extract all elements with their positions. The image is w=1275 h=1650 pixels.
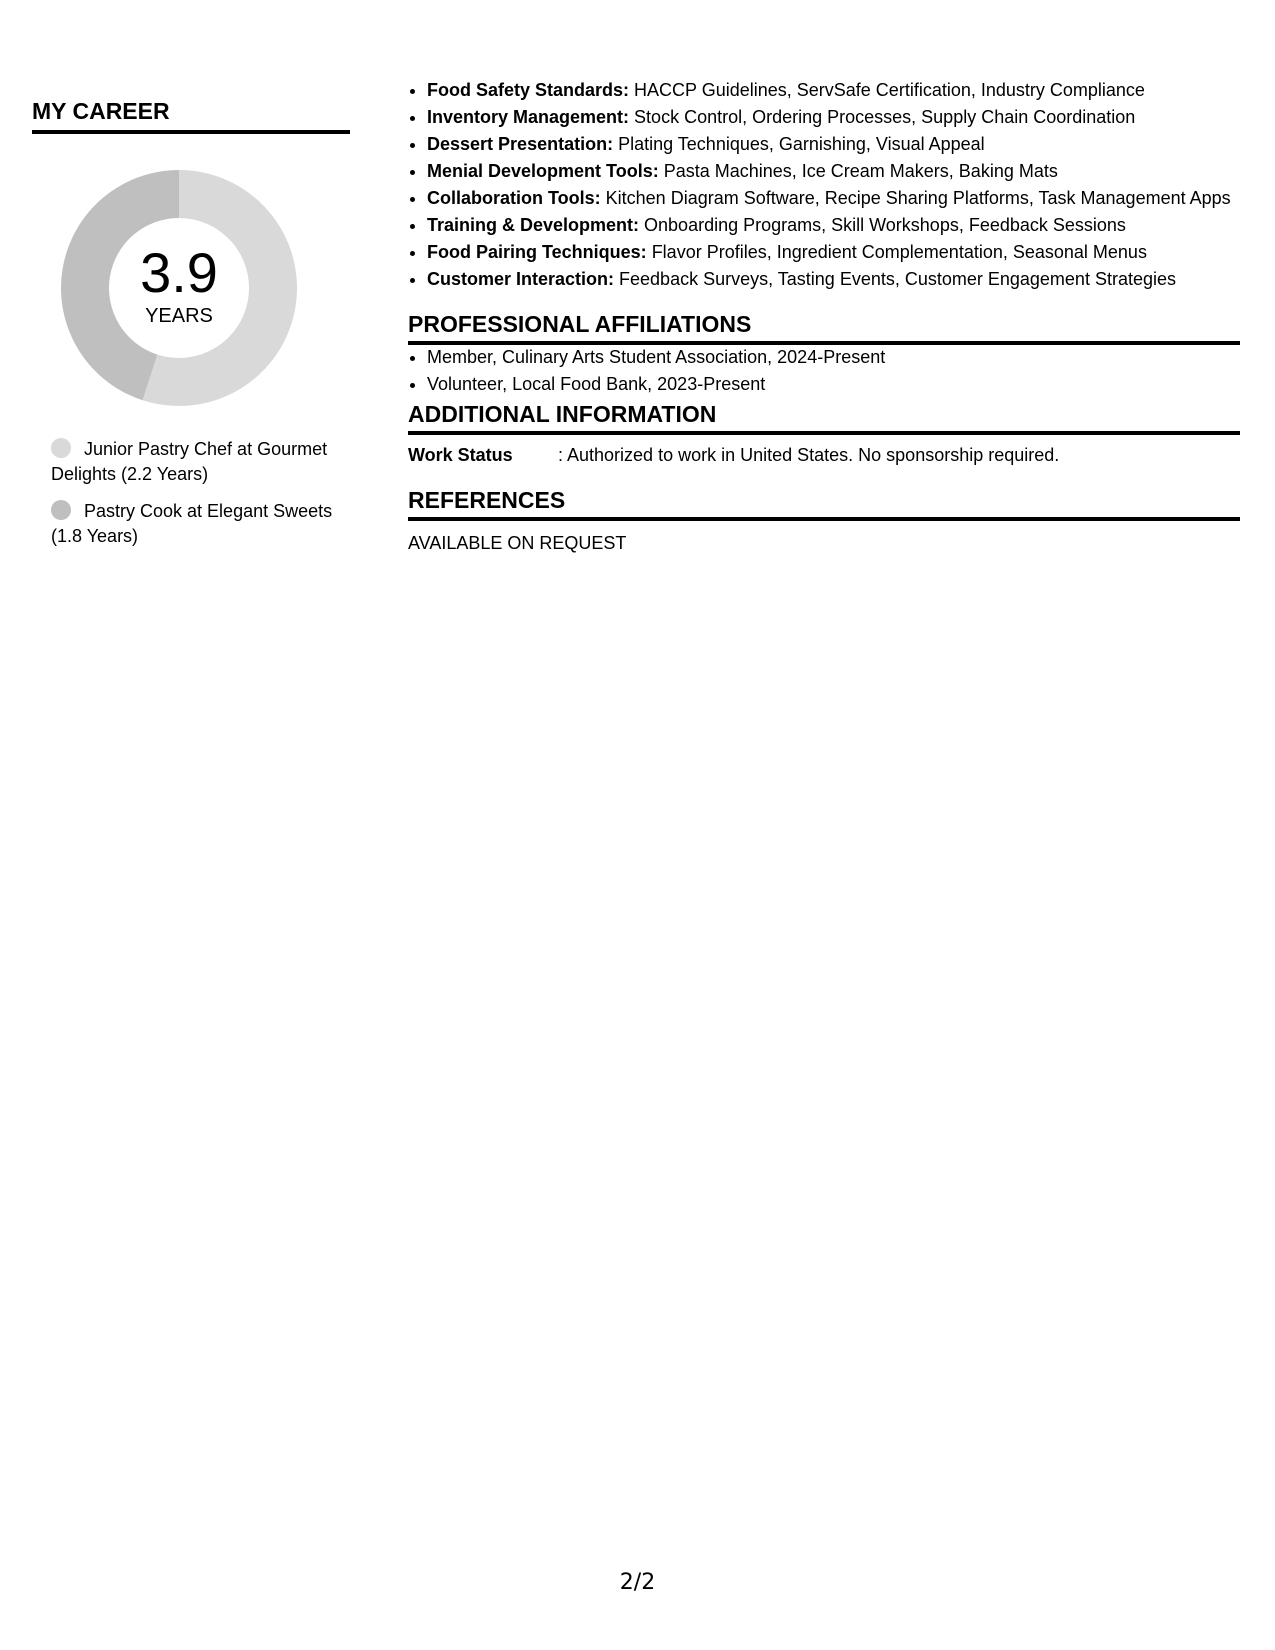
skill-text: Kitchen Diagram Software, Recipe Sharing Platforms, Task Management Apps [600,188,1231,208]
references-text: AVAILABLE ON REQUEST [408,533,627,553]
skill-label: Food Pairing Techniques: [427,242,647,262]
skill-item [427,213,1240,237]
skill-item [427,78,1240,102]
legend-dot-icon [51,500,71,520]
skill-item [427,267,1240,291]
skill-item [427,240,1240,264]
legend-item [51,437,350,487]
work-status-value: : Authorized to work in United States. No sponsorship required. [558,445,1060,465]
work-status-label: Work Status [408,445,513,465]
donut-center [56,165,302,411]
skills-section [408,78,1240,291]
career-section [32,96,350,561]
skill-item [427,159,1240,183]
page-number: 2/2 [619,1570,656,1595]
skill-label: Training & Development: [427,215,640,235]
affiliations-list [408,345,1240,396]
affiliations-section [408,309,1240,396]
skill-label: Collaboration Tools: [427,188,601,208]
skill-text: Onboarding Programs, Skill Workshops, Feedback Sessions [639,215,1126,235]
skill-item [427,132,1240,156]
total-years-unit: YEARS [145,305,213,327]
affiliation-item: • Volunteer, Local Food Bank, 2023-Present [427,372,1240,396]
skill-text: Flavor Profiles, Ingredient Complementation, Seasonal Menus [646,242,1147,262]
skill-label: Menial Development Tools: [427,161,659,181]
skill-item [427,186,1240,210]
skill-text: HACCP Guidelines, ServSafe Certification, Industry Compliance [629,80,1145,100]
skill-label: Inventory Management: [427,107,630,127]
main-content [408,78,1240,555]
skill-text: Pasta Machines, Ice Cream Makers, Baking Mats [658,161,1058,181]
career-donut-chart [56,165,302,411]
legend-label: Pastry Cook at Elegant Sweets (1.8 Years) [51,501,333,546]
affiliations-title: PROFESSIONAL AFFILIATIONS [408,309,1240,345]
work-status-row [408,443,1240,467]
skill-label: Food Safety Standards: [427,80,630,100]
skills-list [408,78,1240,291]
skill-text: Feedback Surveys, Tasting Events, Customer Engagement Strategies [614,269,1176,289]
references-section [408,485,1240,555]
skill-item [427,105,1240,129]
additional-info-section [408,399,1240,467]
affiliation-item: • Member, Culinary Arts Student Association, 2024-Present [427,345,1240,369]
career-legend [32,437,350,549]
total-years-value: 3.9 [140,241,218,304]
skill-label: Customer Interaction: [427,269,615,289]
legend-dot-icon [51,438,71,458]
career-title: MY CAREER [32,96,350,134]
skill-text: Stock Control, Ordering Processes, Supply Chain Coordination [629,107,1136,127]
skill-text: Plating Techniques, Garnishing, Visual Appeal [613,134,985,154]
legend-item [51,499,350,549]
legend-label: Junior Pastry Chef at Gourmet Delights (2.2 Years) [51,439,328,484]
references-title: REFERENCES [408,485,1240,521]
skill-label: Dessert Presentation: [427,134,614,154]
additional-info-title: ADDITIONAL INFORMATION [408,399,1240,435]
